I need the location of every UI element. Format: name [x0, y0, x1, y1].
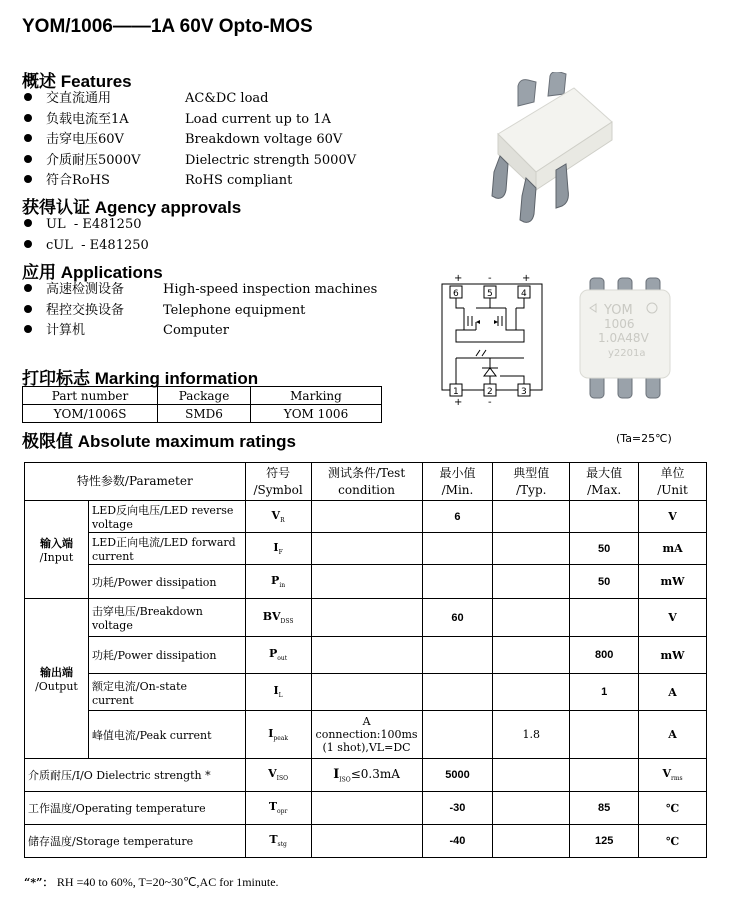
- table-header-row: [23, 387, 382, 405]
- marking-part: YOM/1006S: [23, 405, 158, 423]
- ratings-heading-zh: 极限值: [22, 432, 73, 452]
- list-item: 击穿电压60V Breakdown voltage 60V: [24, 130, 356, 151]
- schematic-plus-bottom: +: [454, 397, 463, 406]
- param-cell: 介质耐压/I/O Dielectric strength *: [25, 759, 246, 792]
- schematic-plus-top-2: +: [522, 273, 531, 284]
- table-row: 功耗/Power dissipation $P_{in}$ 50 mW: [25, 565, 707, 599]
- pin-1: 1: [453, 387, 459, 397]
- symbol-cell: $P_{in}$: [245, 565, 311, 599]
- bullet-icon: [24, 219, 32, 227]
- table-row: 工作温度/Operating temperature $T_{opr}$ -30 85 ℃: [25, 792, 707, 825]
- pin-2: 2: [487, 387, 493, 397]
- param-cell: LED反向电压/LED reverse voltage: [88, 501, 245, 533]
- list-item: cUL - E481250: [24, 236, 149, 257]
- table-row: LED正向电流/LED forward current $I_F$ 50 mA: [25, 533, 707, 565]
- param-cell: LED正向电流/LED forward current: [88, 533, 245, 565]
- marking-heading-zh: 打印标志: [22, 369, 90, 389]
- header-min: 最小值 /Min.: [422, 463, 493, 501]
- marking-table: [22, 386, 382, 423]
- bullet-icon: [24, 325, 32, 333]
- features-heading-zh: 概述: [22, 72, 56, 92]
- bullet-icon: [24, 175, 32, 183]
- param-cell: 功耗/Power dissipation: [88, 565, 245, 599]
- symbol-cell: $I_L$: [245, 674, 311, 711]
- header-typ: 典型值 /Typ.: [493, 463, 570, 501]
- ta-note: (Ta=25℃): [616, 432, 672, 445]
- schematic-diagram: [436, 272, 548, 406]
- header-unit: 单位 /Unit: [639, 463, 707, 501]
- features-list: [24, 89, 356, 192]
- chip-brand: YOM: [604, 303, 633, 318]
- pin-5: 5: [487, 289, 493, 299]
- schematic-minus-bottom: -: [488, 397, 492, 406]
- marking-header-package: Package: [158, 387, 251, 405]
- table-row: 功耗/Power dissipation $P_{out}$ 800 mW: [25, 637, 707, 674]
- marking-heading-en: Marking information: [94, 369, 259, 388]
- condition-cell: A connection:100ms (1 shot),VL=DC: [311, 711, 422, 759]
- condition-cell: $I_{ISO}\le 0.3mA$: [311, 759, 422, 792]
- list-item: 负载电流至1A Load current up to 1A: [24, 110, 356, 131]
- group-output: 输出端 /Output: [25, 599, 89, 759]
- header-cond: 测试条件/Test condition: [311, 463, 422, 501]
- agency-list: [24, 215, 149, 256]
- bullet-icon: [24, 155, 32, 163]
- footnote-text: RH =40 to 60%, T=20~30℃,AC for 1minute.: [56, 875, 279, 889]
- param-cell: 击穿电压/Breakdown voltage: [88, 599, 245, 637]
- symbol-cell: $T_{stg}$: [245, 825, 311, 858]
- header-param: 特性参数/Parameter: [25, 463, 246, 501]
- table-row: 介质耐压/I/O Dielectric strength * $V_{ISO}$ $I_{ISO}\le 0.3mA$ 5000 $V_{rms}$: [25, 759, 707, 792]
- table-row: 额定电流/On-state current $I_L$ 1 A: [25, 674, 707, 711]
- applications-heading-en: Applications: [60, 263, 163, 282]
- chip-code: y2201a: [608, 348, 646, 359]
- bullet-icon: [24, 93, 32, 101]
- agency-heading-en: Agency approvals: [94, 198, 242, 217]
- bullet-icon: [24, 305, 32, 313]
- page-title: YOM/1006——1A 60V Opto-MOS: [22, 16, 313, 37]
- symbol-cell: $I_{peak}$: [245, 711, 311, 759]
- symbol-cell: $V_{ISO}$: [245, 759, 311, 792]
- chip-rating: 1.0A48V: [598, 331, 649, 345]
- param-cell: 峰值电流/Peak current: [88, 711, 245, 759]
- symbol-cell: $I_F$: [245, 533, 311, 565]
- pin-6: 6: [453, 289, 459, 299]
- param-cell: 工作温度/Operating temperature: [25, 792, 246, 825]
- ratings-heading: [22, 427, 296, 452]
- param-cell: 储存温度/Storage temperature: [25, 825, 246, 858]
- table-row: 储存温度/Storage temperature $T_{stg}$ -40 125 ℃: [25, 825, 707, 858]
- footnote: [24, 874, 279, 890]
- table-row: [23, 405, 382, 423]
- features-heading-en: Features: [60, 72, 132, 91]
- symbol-cell: $BV_{DSS}$: [245, 599, 311, 637]
- bullet-icon: [24, 240, 32, 248]
- header-symbol: 符号 /Symbol: [245, 463, 311, 501]
- chip-top-image: [574, 274, 676, 404]
- bullet-icon: [24, 134, 32, 142]
- chip-3d-image: [478, 72, 628, 242]
- chip-part: 1006: [604, 317, 635, 331]
- ratings-heading-en: Absolute maximum ratings: [77, 432, 296, 451]
- bullet-icon: [24, 114, 32, 122]
- pin-3: 3: [521, 387, 527, 397]
- symbol-cell: $P_{out}$: [245, 637, 311, 674]
- marking-header-part: Part number: [23, 387, 158, 405]
- list-item: 交直流通用 AC&DC load: [24, 89, 356, 110]
- list-item: 计算机 Computer: [24, 321, 377, 342]
- marking-header-marking: Marking: [251, 387, 382, 405]
- applications-list: [24, 280, 377, 342]
- applications-heading-zh: 应用: [22, 263, 56, 283]
- list-item: UL - E481250: [24, 215, 149, 236]
- footnote-mark: “*”：: [24, 876, 54, 889]
- param-cell: 额定电流/On-state current: [88, 674, 245, 711]
- schematic-plus-top: +: [454, 273, 463, 284]
- table-row: 峰值电流/Peak current $I_{peak}$ A connection:100ms (1 shot),VL=DC 1.8 A: [25, 711, 707, 759]
- list-item: 介质耐压5000V Dielectric strength 5000V: [24, 151, 356, 172]
- list-item: 符合RoHS RoHS compliant: [24, 171, 356, 192]
- marking-marking: YOM 1006: [251, 405, 382, 423]
- table-header-row: [25, 463, 707, 501]
- table-row: 输出端 /Output 击穿电压/Breakdown voltage $BV_{DSS}$ 60 V: [25, 599, 707, 637]
- symbol-cell: $V_R$: [245, 501, 311, 533]
- symbol-cell: $T_{opr}$: [245, 792, 311, 825]
- header-max: 最大值 /Max.: [570, 463, 639, 501]
- table-row: 输入端 /Input LED反向电压/LED reverse voltage $V_R$ 6 V: [25, 501, 707, 533]
- bullet-icon: [24, 284, 32, 292]
- marking-package: SMD6: [158, 405, 251, 423]
- schematic-minus-top: -: [488, 273, 492, 284]
- ratings-table: [24, 462, 707, 858]
- list-item: 高速检测设备 High-speed inspection machines: [24, 280, 377, 301]
- group-input: 输入端 /Input: [25, 501, 89, 599]
- list-item: 程控交换设备 Telephone equipment: [24, 301, 377, 322]
- agency-heading-zh: 获得认证: [22, 198, 90, 218]
- pin-4: 4: [521, 289, 527, 299]
- param-cell: 功耗/Power dissipation: [88, 637, 245, 674]
